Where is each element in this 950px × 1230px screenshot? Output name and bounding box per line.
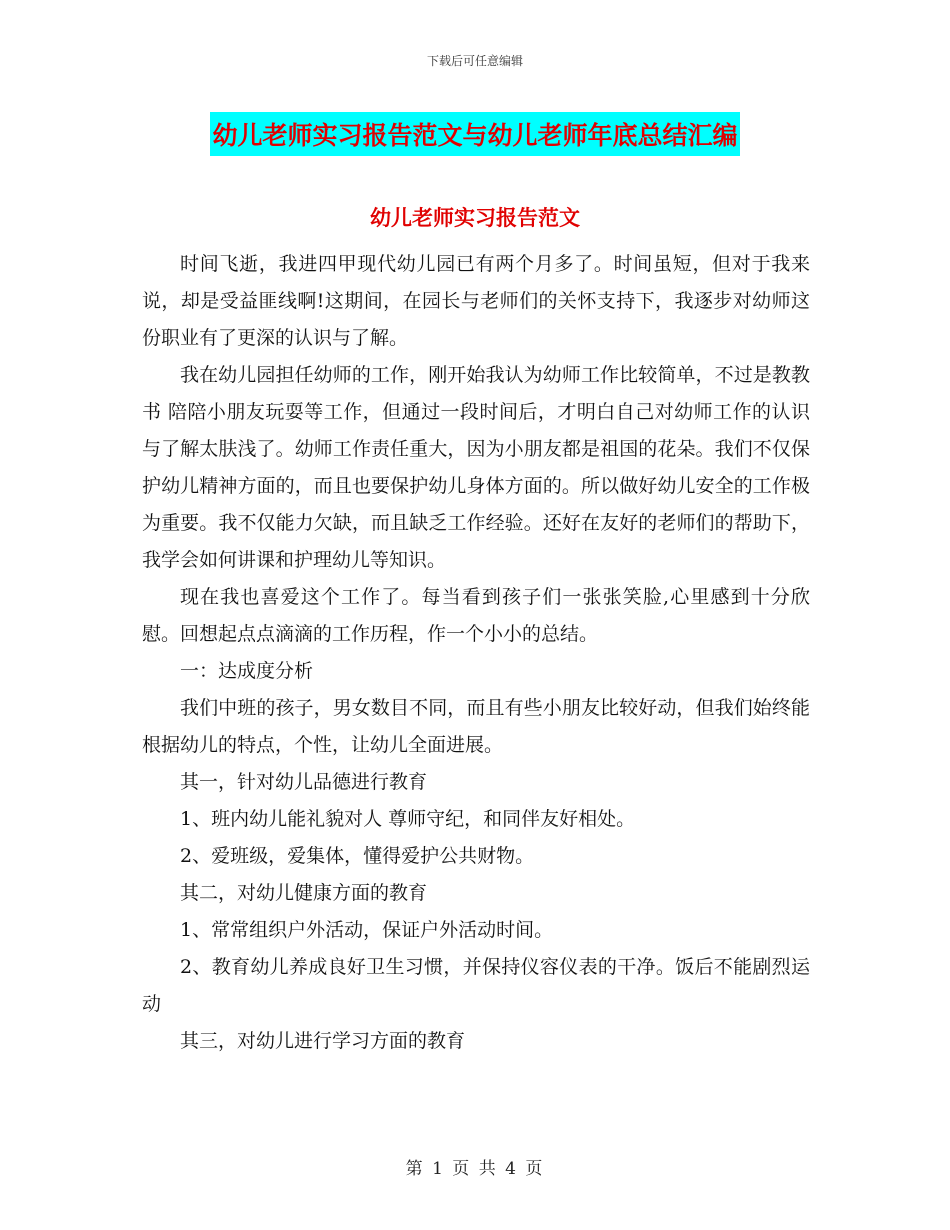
list-item: 1、常常组织户外活动，保证户外活动时间。 [180, 919, 554, 941]
sub-title: 幼儿老师实习报告范文 [370, 206, 580, 230]
header-note: 下载后可任意编辑 [426, 54, 523, 68]
section-heading: 一：达成度分析 [180, 660, 314, 682]
subsection-heading: 其一，针对幼儿品德进行教育 [180, 771, 428, 793]
paragraph: 现在我也喜爱这个工作了。每当看到孩子们一张张笑脸,心里感到十分欣慰。回想起点点滴滴的工作历程，作一个小小的总结。 [142, 586, 810, 645]
paragraph: 我们中班的孩子，男女数目不同，而且有些小朋友比较好动，但我们始终能根据幼儿的特点，个性，让幼儿全面进展。 [142, 697, 810, 756]
paragraph: 我在幼儿园担任幼师的工作，刚开始我认为幼师工作比较简单，不过是教教书 陪陪小朋友玩耍等工作，但通过一段时间后，才明白自己对幼师工作的认识与了解太肤浅了。幼师工作责任重大，因为小朋友都是祖国的花朵。我们不仅保护幼儿精神方面的，而且也要保护幼儿身体方面的。所以做好幼儿安全的工作极为重要。我不仅能力欠缺，而且缺乏工作经验。还好在友好的老师们的帮助下，我学会如何讲课和护理幼儿等知识。 [142, 364, 810, 571]
list-item: 2、教育幼儿养成良好卫生习惯，并保持仪容仪表的干净。饭后不能剧烈运动 [142, 956, 810, 1015]
subsection-heading: 其二，对幼儿健康方面的教育 [180, 882, 428, 904]
page-footer: 第 1 页 共 4 页 [405, 1159, 545, 1179]
subsection-heading: 其三，对幼儿进行学习方面的教育 [180, 1030, 466, 1052]
paragraph: 时间飞逝，我进四甲现代幼儿园已有两个月多了。时间虽短，但对于我来说，却是受益匪线啊!这期间，在园长与老师们的关怀支持下，我逐步对幼师这份职业有了更深的认识与了解。 [142, 253, 810, 349]
main-title: 幼儿老师实习报告范文与幼儿老师年底总结汇编 [210, 112, 739, 156]
list-item: 1、班内幼儿能礼貌对人 尊师守纪，和同伴友好相处。 [180, 808, 636, 830]
document-body [142, 246, 810, 1060]
main-title-wrap [0, 112, 950, 156]
list-item: 2、爱班级，爱集体，懂得爱护公共财物。 [180, 845, 535, 867]
